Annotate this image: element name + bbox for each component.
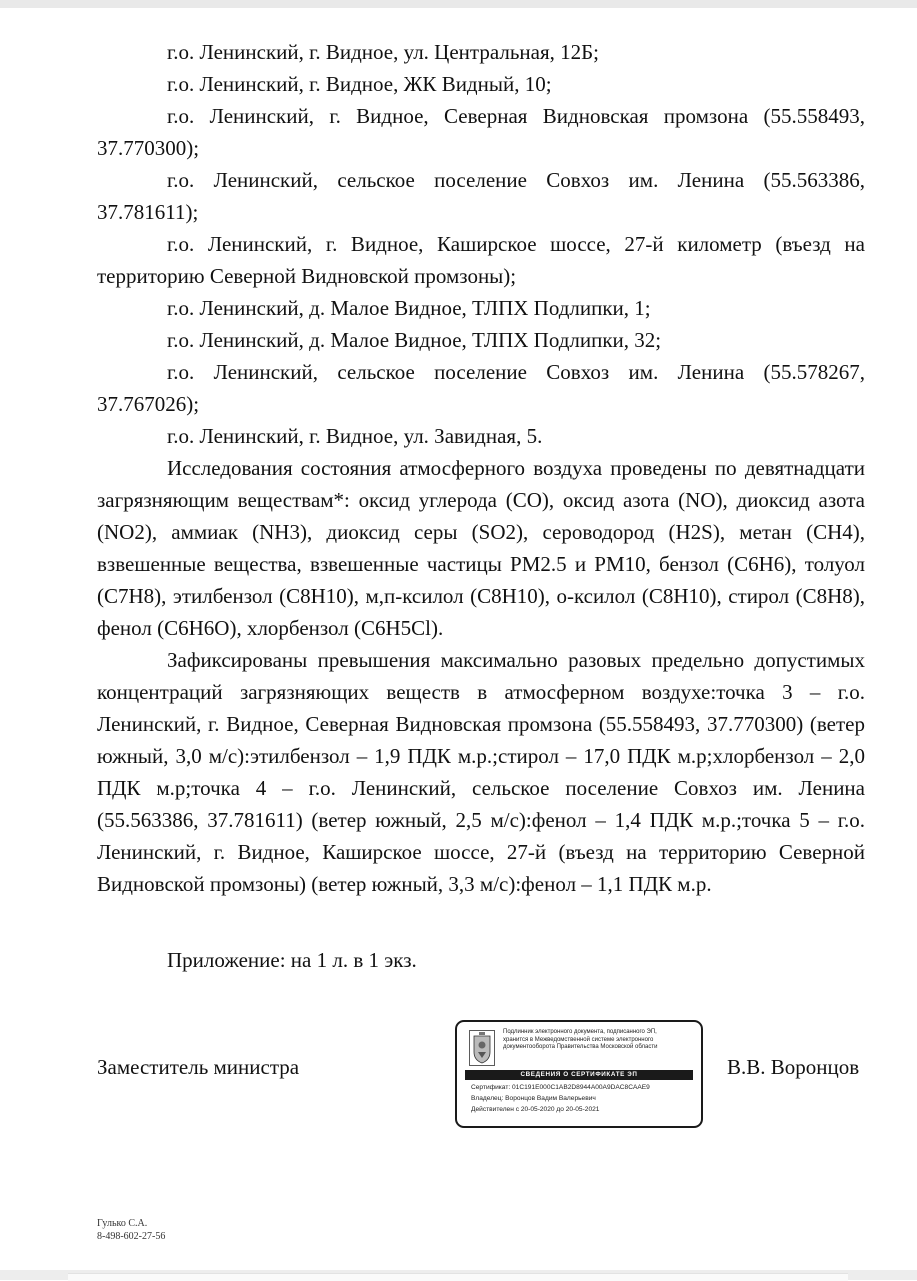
footer-phone: 8-498-602-27-56 [97, 1231, 166, 1242]
paragraph-address: г.о. Ленинский, д. Малое Видное, ТЛПХ Подлипки, 1; [167, 296, 651, 320]
paragraph-address: г.о. Ленинский, г. Видное, ул. Центральная, 12Б; [167, 40, 600, 64]
paragraph-address: г.о. Ленинский, г. Видное, ЖК Видный, 10; [167, 72, 552, 96]
stamp-header-line: хранится в Межведомственной системе электронного [503, 1036, 654, 1043]
paragraph-research: Исследования состояния атмосферного воздуха проведены по девятнадцати загрязняющим веществам*: оксид углерода (СО), оксид азота (NO), диоксид азота (NO2), аммиак (NH3), диоксид серы (SO2), сероводород (H2S), метан (CH4), взвешенные вещества, взвешенные частицы PM2.5 и PM10, бензол (C6H6), толуол (C7H8), этилбензол (C8H10), м,п-ксилол (C8H10), о-ксилол (C8H10), стирол (C8H8), фенол (C6H6O), хлорбензол (C6H5Cl). [97, 456, 865, 640]
stamp-header-line: документооборота Правительства Московской области [503, 1044, 658, 1051]
stamp-owner: Владелец: Воронцов Вадим Валерьевич [471, 1095, 596, 1102]
stamp-header-line: Подлинник электронного документа, подписанного ЭП, [503, 1029, 657, 1035]
paragraph-address: г.о. Ленинский, г. Видное, Северная Видновская промзона (55.558493, 37.770300); [97, 104, 865, 160]
electronic-signature-stamp [455, 1020, 703, 1128]
footer-author: Гулько С.А. [97, 1218, 148, 1229]
stamp-certificate: Сертификат: 01C191E000C1AB2D8944A00A9DAC8CAAE9 [471, 1084, 650, 1091]
paragraph-exceedances: Зафиксированы превышения максимально разовых предельно допустимых концентраций загрязняющих веществ в атмосферном воздухе:точка 3 – г.о. Ленинский, г. Видное, Северная Видновская промзона (55.558493, 37.770300) (ветер южный, 3,0 м/с):этилбензол – 1,9 ПДК м.р.;стирол – 17,0 ПДК м.р;хлорбензол – 2,0 ПДК м.р;точка 4 – г.о. Ленинский, сельское поселение Совхоз им. Ленина (55.563386, 37.781611) (ветер южный, 2,5 м/с):фенол – 1,4 ПДК м.р.;точка 5 – г.о. Ленинский, г. Видное, Каширское шоссе, 27-й (въезд на территорию Северной Видновской промзоны) (ветер южный, 3,3 м/с):фенол – 1,1 ПДК м.р. [97, 648, 865, 896]
paragraph-address: г.о. Ленинский, сельское поселение Совхоз им. Ленина (55.578267, 37.767026); [97, 360, 865, 416]
document-body [97, 36, 865, 900]
top-edge [0, 0, 917, 8]
paragraph-address: г.о. Ленинский, сельское поселение Совхоз им. Ленина (55.563386, 37.781611); [97, 168, 865, 224]
signer-position: Заместитель министра [97, 1055, 300, 1079]
paragraph-address: г.о. Ленинский, г. Видное, Каширское шоссе, 27-й километр (въезд на территорию Северной Видновской промзоны); [97, 232, 865, 288]
stamp-validity: Действителен с 20-05-2020 до 20-05-2021 [471, 1106, 600, 1113]
annex-note: Приложение: на 1 л. в 1 экз. [167, 948, 417, 972]
paragraph-address: г.о. Ленинский, д. Малое Видное, ТЛПХ Подлипки, 32; [167, 328, 662, 352]
signer-name: В.В. Воронцов [727, 1055, 860, 1079]
stamp-band-title: СВЕДЕНИЯ О СЕРТИФИКАТЕ ЭП [465, 1070, 693, 1080]
moscow-region-coat-of-arms-icon [469, 1030, 495, 1066]
stamp-header [503, 1029, 699, 1052]
paragraph-address: г.о. Ленинский, г. Видное, ул. Завидная, 5. [167, 424, 543, 448]
